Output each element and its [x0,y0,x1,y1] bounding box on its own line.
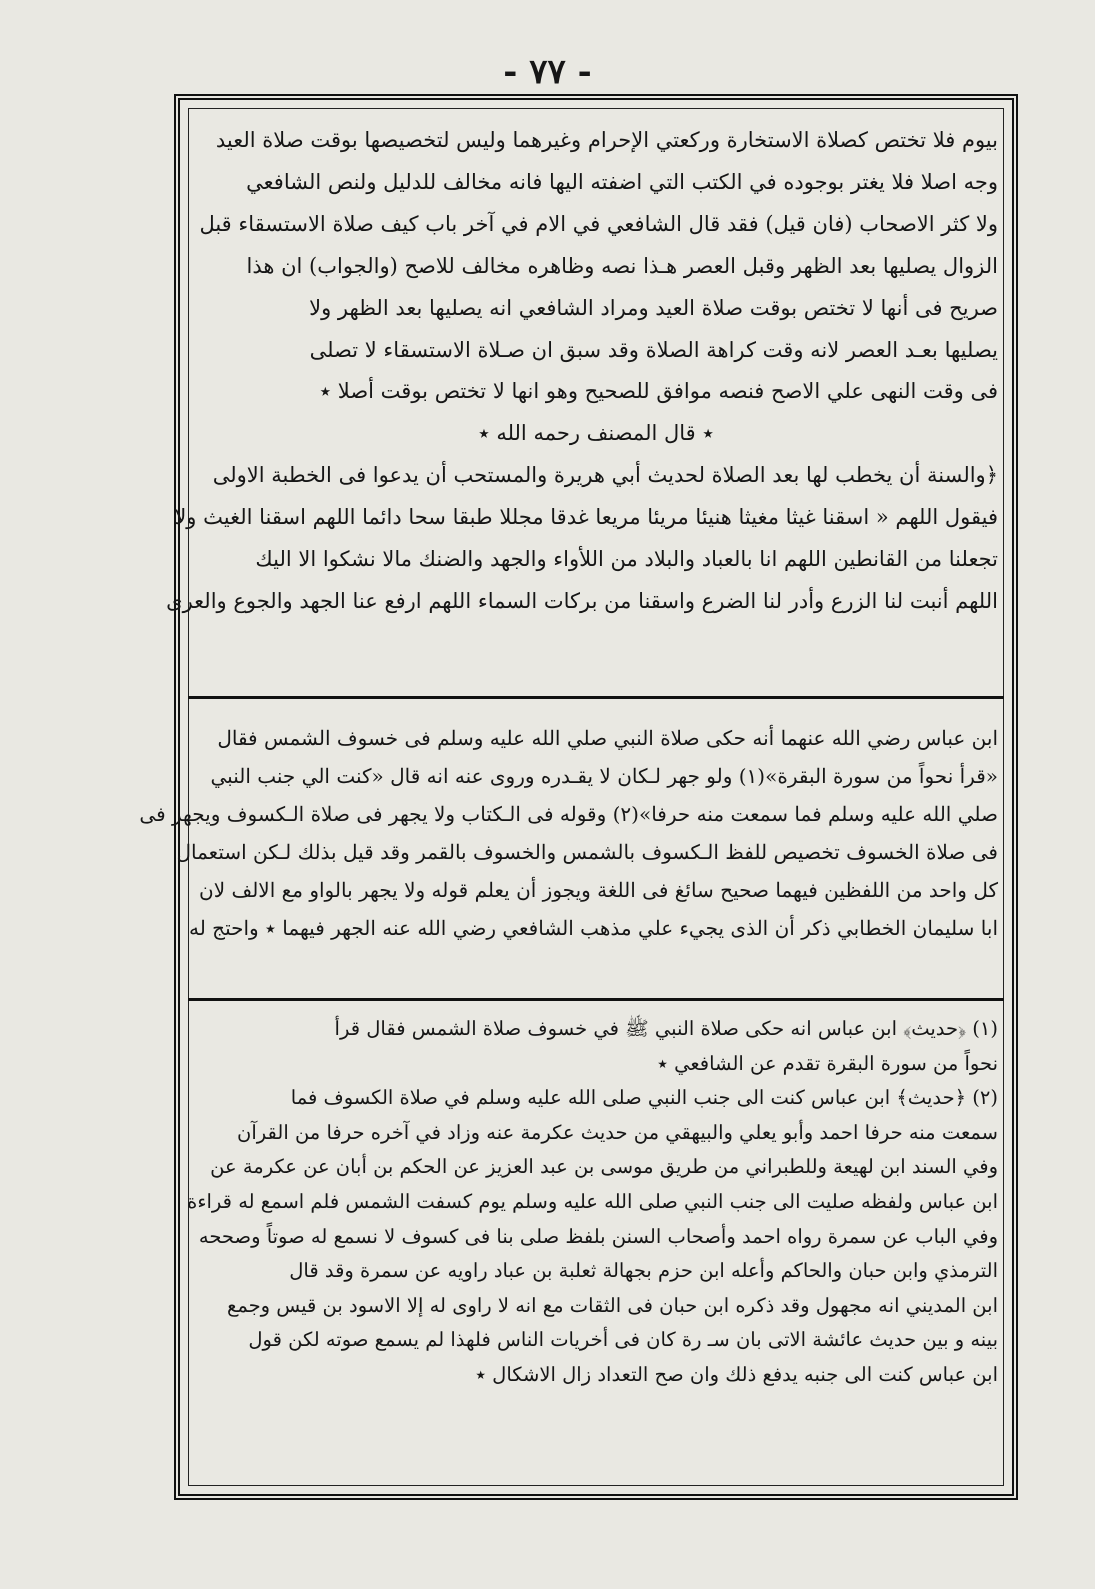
commentary-line: «قرأ نحواً من سورة البقرة»(١) ولو جهر لـكان لا يقـدره وروى عنه انه قال «كنت الي جنب النبي [210,763,998,788]
main-text-line: تجعلنا من القانطين اللهم انا بالعباد والبلاد من اللأواء والجهد والضنك مالا نشكوا الا اليك [255,547,998,572]
main-text-line: الزوال يصليها بعد الظهر وقبل العصر هـذا نصه وظاهره مخالف للاصح (والجواب) ان هذا [246,253,998,278]
footnote-line: ابن عباس ولفظه صليت الى جنب النبي صلى الله عليه وسلم يوم كسفت الشمس فلم اسمع له قراءة [187,1189,998,1213]
main-text-line: يصليها بعـد العصر لانه وقت كراهة الصلاة وقد سبق ان صـلاة الاستسقاء لا تصلى [309,337,998,362]
main-text-line: ولا كثر الاصحاب (فان قيل) فقد قال الشافعي في الام في آخر باب كيف صلاة الاستسقاء قبل [199,211,998,236]
footnote-line: بينه و بين حديث عائشة الاتى بان سـ رة كان فى أخريات الناس فلهذا لم يسمع صوته لكن قول [248,1328,998,1352]
commentary-text [139,720,998,947]
footnotes [187,1012,998,1393]
footnote-line: ابن عباس كنت الى جنبه يدفع ذلك وان صح التعداد زال الاشكال ٭ [475,1362,998,1386]
commentary-line: كل واحد من اللفظين فيهما صحيح سائغ فى اللغة ويجوز أن يعلم قوله ولا يجهر بالواو مع الالف لان [199,877,998,902]
main-text-line: بيوم فلا تختص كصلاة الاستخارة وركعتي الإحرام وغيرهما وليس لتخصيصها بوقت صلاة العيد [215,128,998,152]
commentary-line: فى صلاة الخسوف تخصيص للفظ الـكسوف بالشمس والخسوف بالقمر وقد قيل بذلك لـكن استعمال [176,839,998,864]
commentary-line: ابا سليمان الخطابي ذكر أن الذى يجيء علي مذهب الشافعي رضي الله عنه الجهر فيهما ٭ واحتج له [188,915,998,940]
page-frame [139,94,1018,1500]
section-divider [188,696,1004,699]
footnote-line: نحواً من سورة البقرة تقدم عن الشافعي ٭ [657,1051,998,1075]
main-text-line: وجه اصلا فلا يغتر بوجوده في الكتب التي اضفته اليها فانه مخالف للدليل ولنص الشافعي [246,169,998,194]
footnote-line: وفي السند ابن لهيعة وللطبراني من طريق موسى بن عبد العزيز عن الحكم بن أبان عن عكرمة عن [210,1155,998,1179]
main-text [166,120,998,623]
footnote-line: الترمذي وابن حبان والحاكم وأعله ابن حزم بجهالة ثعلبة بن عباد راويه عن سمرة وقد قال [289,1259,998,1283]
main-text-line: فى وقت النهى علي الاصح فنصه موافق للصحيح وهو انها لا تختص بوقت أصلا ٭ [319,379,998,404]
main-text-line: اللهم أنبت لنا الزرع وأدر لنا الضرع واسقنا من بركات السماء اللهم ارفع عنا الجهد والجوع والعرى [166,588,998,613]
footnote-divider [188,998,1004,1001]
section-heading: ٭ قال المصنف رحمه الله ٭ [478,421,714,446]
main-text-line: فيقول اللهم « اسقنا غيثا مغيثا هنيئا مريئا مريعا غدقا مجللا طبقا سحا دائما اللهم اسقنا الغيث ولا [174,505,998,530]
footnote-line: (١) ﴿حديث﴾ ابن عباس انه حكى صلاة النبي ﷺ في خسوف صلاة الشمس فقال قرأ [334,1017,998,1040]
main-text-line: ﴿والسنة أن يخطب لها بعد الصلاة لحديث أبي هريرة والمستحب أن يدعوا فى الخطبة الاولى [212,463,998,488]
commentary-line: ابن عباس رضي الله عنهما أنه حكى صلاة النبي صلي الله عليه وسلم فى خسوف الشمس فقال [217,726,998,750]
footnote-line: (٢) ﴿حديث﴾ ابن عباس كنت الى جنب النبي صلى الله عليه وسلم في صلاة الكسوف فما [290,1086,998,1110]
footnote-line: سمعت منه حرفا احمد وأبو يعلي والبيهقي من حديث عكرمة عنه وزاد في آخره حرفا من القرآن [237,1120,998,1144]
main-text-line: صريح فى أنها لا تختص بوقت صلاة العيد ومراد الشافعي انه يصليها بعد الظهر ولا [309,295,998,320]
footnote-line: وفي الباب عن سمرة رواه احمد وأصحاب السنن بلفظ صلى بنا فى كسوف لا نسمع له صوتاً وصححه [198,1224,998,1248]
footnote-line: ابن المديني انه مجهول وقد ذكره ابن حبان فى الثقات مع انه لا راوى له إلا الاسود بن قيس وجمع [226,1293,998,1317]
commentary-line: صلي الله عليه وسلم فما سمعت منه حرفا»(٢) وقوله فى الـكتاب ولا يجهر فى صلاة الـكسوف ويجهر فى [139,801,998,826]
page-number: - ٧٧ - [503,52,592,92]
